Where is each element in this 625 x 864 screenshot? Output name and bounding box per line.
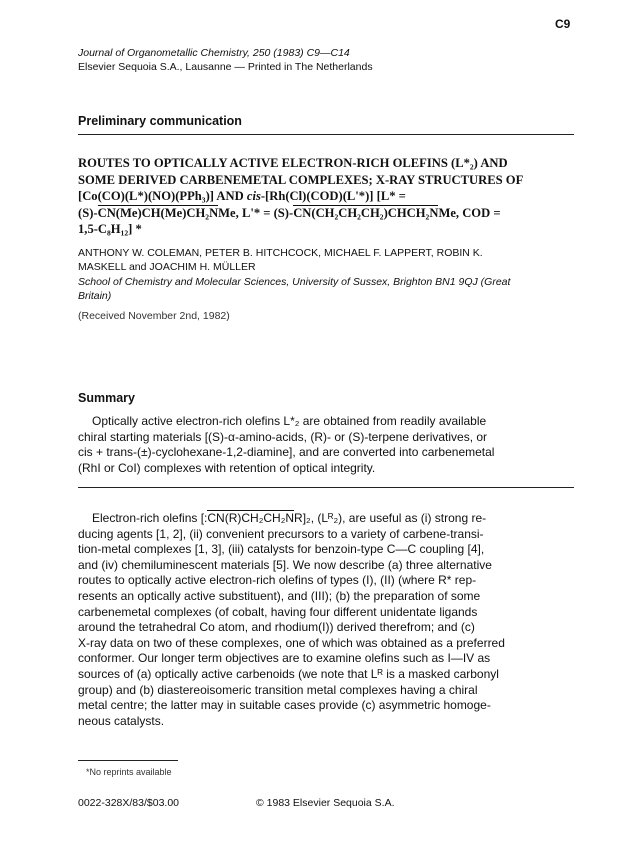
body-line: sources of (a) optically active carbenoids (we note that Lᴿ is a masked carbonyl bbox=[78, 666, 499, 681]
affiliation bbox=[78, 276, 578, 303]
footnote: *No reprints available bbox=[86, 767, 172, 777]
title-line-3a: [Co(CO)(L*)(NO)(PPh₃)] AND bbox=[78, 189, 247, 203]
title-line-2: SOME DERIVED CARBENEMETAL COMPLEXES; X-RAY STRUCTURES OF bbox=[78, 172, 524, 187]
abstract-line: cis + trans-(±)-cyclohexane-1,2-diamine], and are converted into carbenemetal bbox=[78, 445, 495, 459]
body-text bbox=[78, 511, 578, 729]
affiliation-line-2: Britain) bbox=[78, 289, 112, 302]
title-line-4c: Me, L'* = (S)- bbox=[218, 205, 294, 220]
footnote-rule bbox=[78, 760, 178, 761]
journal-header bbox=[78, 47, 373, 74]
title-line-5: 1,5-C₈H₁₂] * bbox=[78, 222, 142, 236]
copyright: © 1983 Elsevier Sequoia S.A. bbox=[256, 797, 395, 809]
abstract-line: chiral starting materials [(S)-α-amino-acids, (R)- or (S)-terpene derivatives, or bbox=[78, 429, 488, 444]
issn-price: 0022-328X/83/$03.00 bbox=[78, 797, 180, 809]
body-line: neous catalysts. bbox=[78, 713, 165, 728]
authors-line-2: MASKELL and JOACHIM H. MÜLLER bbox=[78, 260, 256, 273]
title-cis: cis bbox=[246, 189, 261, 203]
publisher-line: Elsevier Sequoia S.A., Lausanne — Printed in The Netherlands bbox=[78, 60, 373, 73]
body-line bbox=[78, 511, 578, 527]
body-line: and (iv) chemiluminescent materials [5]. We now describe (a) three alternative bbox=[78, 557, 492, 572]
journal-citation: Journal of Organometallic Chemistry, 250 (1983) C9—C14 bbox=[78, 47, 350, 59]
body-line: group) and (b) diastereoisomeric transition metal complexes having a chiral bbox=[78, 682, 478, 697]
abstract-line: (RhI or CoI) complexes with retention of optical integrity. bbox=[78, 460, 376, 475]
abstract-rule bbox=[78, 487, 574, 488]
body-line: ducing agents [1, 2], (ii) convenient precursors to a variety of carbene-transi- bbox=[78, 526, 484, 541]
title-line-1: ROUTES TO OPTICALLY ACTIVE ELECTRON-RICH OLEFINS (L*₂) AND bbox=[78, 156, 508, 170]
body-line-1a: Electron-rich olefins [: bbox=[92, 511, 208, 525]
affiliation-line-1: School of Chemistry and Molecular Sciences, University of Sussex, Brighton BN1 9QJ (Great bbox=[78, 276, 511, 288]
abstract-line: Optically active electron-rich olefins L*₂ are obtained from readily available bbox=[92, 414, 487, 428]
authors bbox=[78, 247, 578, 274]
section-rule bbox=[78, 134, 574, 135]
title-line-3c: -[Rh(Cl)(COD)(L'*)] [L* = bbox=[260, 189, 406, 203]
received-date: (Received November 2nd, 1982) bbox=[78, 310, 230, 322]
ring-formula-body: CN(R)CH₂CH₂N bbox=[207, 511, 295, 525]
page-number: C9 bbox=[555, 17, 571, 31]
body-line: conformer. Our longer term objectives are to examine olefins such as I—IV as bbox=[78, 651, 491, 666]
abstract bbox=[78, 414, 574, 476]
ring-formula-1: CN(Me)CH(Me)CH₂N bbox=[97, 205, 219, 220]
body-line: carbenemetal complexes (of cobalt, having four different unidentate ligands bbox=[78, 604, 478, 619]
title-line-4e: Me, COD = bbox=[438, 205, 501, 220]
body-line: tion-metal complexes [1, 3], (iii) catalysts for benzoin-type C—C coupling [4], bbox=[78, 542, 485, 557]
body-line: around the tetrahedral Co atom, and rhodium(I)) derived therefrom; and (c) bbox=[78, 620, 475, 635]
body-line: resents an optically active substituent), and (III); (b) the preparation of some bbox=[78, 588, 481, 603]
body-line-1c: R]₂, (Lᴿ₂), are useful as (i) strong re- bbox=[294, 511, 487, 525]
authors-line-1: ANTHONY W. COLEMAN, PETER B. HITCHCOCK, MICHAEL F. LAPPERT, ROBIN K. bbox=[78, 247, 483, 259]
body-line: routes to optically active electron-rich olefins of types (I), (II) (where R* rep- bbox=[78, 573, 477, 588]
ring-formula-2: CN(CH₂CH₂CH₂)CHCH₂N bbox=[293, 205, 439, 220]
title-line-4 bbox=[78, 205, 578, 222]
title-line-4a: (S)- bbox=[78, 205, 98, 220]
body-line: metal centre; the latter may in suitable cases provide (c) asymmetric homoge- bbox=[78, 698, 491, 713]
article-title bbox=[78, 155, 578, 238]
summary-heading: Summary bbox=[78, 391, 135, 405]
title-line-3 bbox=[78, 188, 578, 205]
body-line: X-ray data on two of these complexes, one of which was obtained as a preferred bbox=[78, 635, 505, 650]
section-label: Preliminary communication bbox=[78, 114, 242, 128]
